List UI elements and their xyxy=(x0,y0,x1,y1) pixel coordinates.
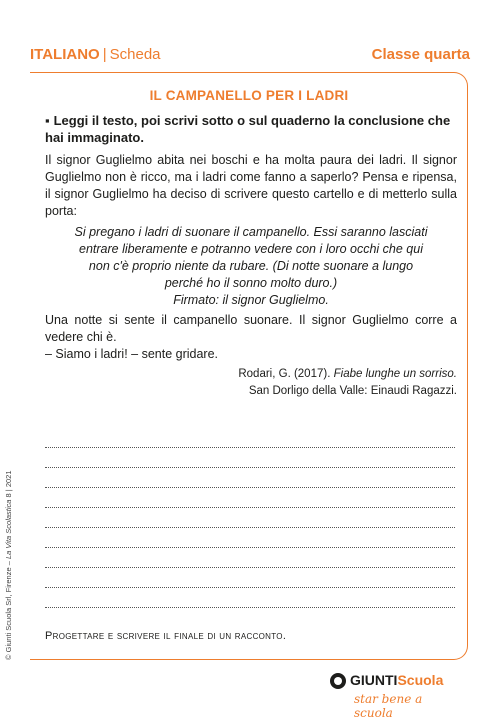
answer-line[interactable] xyxy=(45,448,455,468)
logo-brand-main: GIUNTI xyxy=(350,672,398,688)
side-credit xyxy=(4,470,13,660)
citation-publisher: San Dorligo della Valle: Einaudi Ragazzi. xyxy=(248,385,457,397)
credit-magazine: La Vita Scolastica xyxy=(4,499,13,560)
credit-suffix: 8 | 2021 xyxy=(4,470,13,500)
frame-corner xyxy=(30,72,40,73)
logo-g-icon xyxy=(330,673,346,689)
answer-line[interactable] xyxy=(45,568,455,588)
logo-brand-accent: Scuola xyxy=(397,672,444,688)
page-header xyxy=(30,46,470,68)
answer-lines[interactable] xyxy=(45,428,455,608)
subject-label: ITALIANO xyxy=(30,46,100,63)
poster-line: non c'è proprio niente da rubare. (Di notte suonare a lungo xyxy=(88,259,414,273)
answer-line[interactable] xyxy=(45,548,455,568)
logo-tagline: star bene a scuola xyxy=(354,692,423,720)
poster-line: perché ho il sonno molto duro.) xyxy=(164,276,338,290)
bullet-icon: ▪ xyxy=(45,113,50,128)
story-paragraph-2: Una notte si sente il campanello suonare. Il signor Guglielmo corre a vedere chi è. xyxy=(45,313,457,344)
instruction xyxy=(45,112,457,146)
answer-line[interactable] xyxy=(45,508,455,528)
giunti-logo xyxy=(330,672,460,720)
poster-line: Si pregano i ladri di suonare il campanello. Essi saranno lasciati xyxy=(74,225,428,239)
poster-text xyxy=(45,224,457,309)
instruction-text: Leggi il testo, poi scrivi sotto o sul quaderno la conclusione che hai immaginato. xyxy=(45,113,451,145)
answer-line[interactable] xyxy=(45,528,455,548)
story-dialogue: – Siamo i ladri! – sente gridare. xyxy=(45,347,219,361)
class-label: Classe quarta xyxy=(371,46,470,63)
answer-line[interactable] xyxy=(45,428,455,448)
poster-signature: Firmato: il signor Guglielmo. xyxy=(173,293,329,307)
sheet-type-label: Scheda xyxy=(109,46,161,63)
answer-line[interactable] xyxy=(45,468,455,488)
poster-line: entrare liberamente e potranno vedere con i loro occhi che qui xyxy=(79,242,423,256)
footer-note: Progettare e scrivere il finale di un racconto. xyxy=(45,630,287,642)
header-separator: | xyxy=(102,46,107,63)
header-left xyxy=(30,46,161,63)
worksheet-title: IL CAMPANELLO PER I LADRI xyxy=(149,88,349,103)
story-paragraph-1: Il signor Guglielmo abita nei boschi e ha molta paura dei ladri. Il signor Guglielmo non è ricco, ma i ladri come fanno a saperlo? Pensa e ripensa, il signor Guglielmo ha deciso di scrivere questo cartello e di metterlo sulla porta: xyxy=(45,153,457,218)
citation-author: Rodari, G. (2017). xyxy=(238,368,331,380)
logo-brand xyxy=(350,672,443,688)
credit-prefix: © Giunti Scuola Srl, Firenze – xyxy=(4,559,13,660)
citation-book: Fiabe lunghe un sorriso. xyxy=(333,368,457,380)
citation xyxy=(238,366,457,400)
answer-line[interactable] xyxy=(45,588,455,608)
answer-line[interactable] xyxy=(45,488,455,508)
